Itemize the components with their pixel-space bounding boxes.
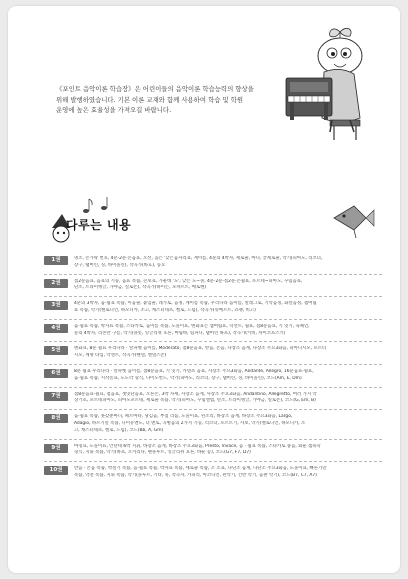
row-line: 분의 4박자, 리본만 구름, 악기(플롯, 잉글리쉬 호른, 마림바, 팀파니, 탬버린 하프), 작곡가(키비, 차이코프스키) (74, 330, 286, 336)
contents-row (44, 364, 382, 387)
row-line: 4분의 3박자, 음·쉼표 복습, 이음줄, 붙임줄, 레가토, 음정, 계이름 복습, 우리나라 음이름, 알레그로, 기악음정, 화살음정, 셈여림 (74, 301, 317, 307)
contents-row (44, 409, 382, 438)
row-line: 음·쉼표 복습, 못갖춘마디, 페르마타, 당김음, 부점 리듬, 도돌이표, 된소리, 바장조 음계, 바장조 주요3화음, Largo, (74, 414, 293, 420)
row-line: 8분 쉼표 우리나라 · 알파벳 음이름, 점8분음표, 기 잇기, 카덴츠 음표, 사장조 주요3화음, Andante, Allegro, 16분음표·쉼표, (74, 368, 314, 374)
row-line: 단소, 트라이앵글, 가야금, 실로폰), 작곡가(하이든, 모차르트, 베토벤) (74, 285, 207, 291)
row-line: 변화표, 8분 쉼표 우리나라 · 알파벳 음이름, Moderato, 점8분음표, 반음, 온음, 다장조 음계, 다장조 주요3화음, 피아니시모, 포르티 (74, 346, 327, 352)
contents-row (44, 387, 382, 410)
row-line: 마칭표, 도돌이표, 안단테 6박 지휘, 바장조 음계, 바장조 주요3화음, Presto, Vivace, 음 · 쉼표 복습, 스타카토 중음, 외운 셈독학 (74, 443, 321, 449)
volume-badge: 2권 (44, 279, 68, 288)
contents-row (44, 274, 382, 297)
row-line: 고, 캐스터네츠, 첼로, 드럼), 코드(Bb, A, Gm) (74, 427, 164, 433)
contents-row (44, 341, 382, 364)
row-line: 반음 · 온음 복습, 박절기 복습, 음·쉼표 복습, 박자표 복습, 세로줄 복습, 조 조표, 나단조 음계, 나단조 주요3화음, 도돌이표, 빠른기말 (74, 466, 327, 472)
row-line: 형식, 지휘 복습, 악기(하프, 오카리나, 팬플루트, 잉글리쉬 호른, 바순 등), 코드(G7, F7, D7) (74, 450, 251, 456)
row-line: 음·쉼표 복습, 박자표 복습, 스타카토, 음이름 복습, 도돌이표, 변화표는 셈여림표, 덕션트, 쉼표, 점8분음표, 기 잇기, 육체언, (74, 323, 310, 329)
workbook-page (8, 6, 400, 573)
row-line: 상기호, 포르테피아노, 피아노포르테, 세로줄 복습, 악기(피아노, 꾸밈앨범, 탄소, 트라이앵글, 가야금, 실로폰), 코드(G, Em, B) (74, 398, 316, 404)
volume-badge: 5권 (44, 346, 68, 355)
volume-badge: 6권 (44, 369, 68, 378)
row-line: 시모, 계명 타입, 악센트, 작곡가(헨델, 멘델스존) (74, 353, 167, 359)
contents-list (44, 252, 382, 484)
row-line: Adagio, 바르기말 복습, 디미뉴엔도, 더 맨토, 곡별음의 2가지 기능, 리코더, 포르트기, 사보, 악기(첼로디언, 하모니카, 소 (74, 420, 306, 426)
fish-mascot-icon (326, 198, 376, 238)
row-line: 표 복습, 악기(첼로디언, 하모니카, 소고, 캐스터네츠, 첼로, 드럼), 작곡가(슈베르트, 쇼팽, 비고) (74, 307, 256, 313)
volume-badge: 7권 (44, 392, 68, 401)
contents-row (44, 319, 382, 342)
volume-badge: 1권 (44, 256, 68, 265)
contents-row (44, 252, 382, 274)
intro-line: 위해 발행하였습니다. 기본 이론 교재와 함께 사용하여 학습 및 학원 (56, 95, 243, 104)
section-title: 다루는 내용 (66, 218, 132, 232)
row-line: 음·쉼표 복습, 시작꼴표, 도도약 형식, 다이노번드, 악기(피아노, 리코더, 장구, 탬버린, 징, 바이올린), 코드(Am, E, Dm) (74, 375, 302, 381)
contents-row (44, 296, 382, 319)
intro-paragraph (56, 84, 254, 116)
contents-row (44, 461, 382, 484)
row-line: 명소, 손가락 번호, 4분·2분·온음표, 오선, 높은 '낮은음자리표, 계이름, 4분의 4박자, 세로줄, 마디, 끝세로줄, 악기(피아노, 리코더, (74, 256, 323, 261)
volume-badge: 4권 (44, 324, 68, 333)
mascot-piano-illustration (284, 26, 376, 146)
row-line: 장구, 탬버린, 징, 바이올린), 작곡가(바흐), 동요 (74, 262, 166, 268)
intro-line: 운영에 높은 효율성을 가져오길 바랍니다. (56, 106, 172, 114)
row-line: 복습, 악전 복습, 지휘 복습, 악기(플루트, 기타, 북, 작곡자, 카피리, 아코디언, 관악기, 건반 악기, 음판 악기), 코드(B7, C7, A7) (74, 472, 317, 478)
volume-badge: 9권 (44, 444, 68, 453)
volume-badge: 3권 (44, 301, 68, 310)
contents-row (44, 439, 382, 462)
volume-badge: 8권 (44, 414, 68, 423)
row-line: 점2분음표, 음표의 기둥, 음표 복습, 큰보표, 가운데 '도', 낮은 도~솔, 4분·2분·점2분·온쉼표, 포르테~피아노, 꾸밈음표, (74, 278, 303, 284)
row-line: 점8분음표·쉼표, 점음표, 셋잇단음표, 오른손, 3박 자세, 사장조 음계, 사장조 주요3화음, Andantino, Allegretto, 여러 가지 악 (74, 391, 317, 397)
music-notes-icon (78, 194, 118, 216)
intro-line: 《포인트 음악이론 학습장》은 어린이들의 음악이론 학습능력의 향상을 (56, 85, 254, 93)
volume-badge: 10권 (44, 466, 68, 475)
